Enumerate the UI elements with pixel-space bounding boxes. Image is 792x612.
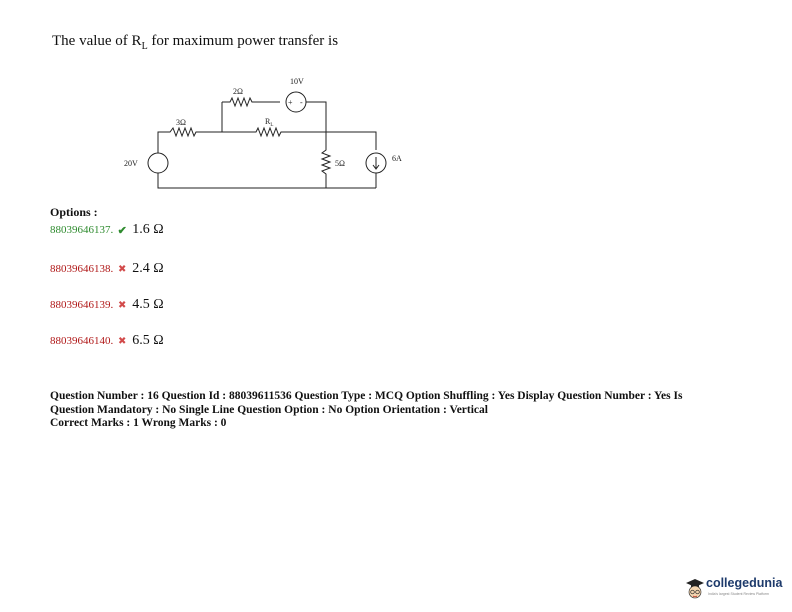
collegedunia-logo [684,574,788,604]
label-5-ohm: 5Ω [335,159,345,168]
question-subscript: L [141,41,148,52]
meta-line-3: Correct Marks : 1 Wrong Marks : 0 [50,417,227,429]
plus-sign: + [288,98,293,107]
circuit-diagram [110,70,420,200]
question-text [52,33,338,52]
logo-name: collegedunia [706,576,783,590]
option-value: 6.5 Ω [132,333,164,348]
option-4[interactable] [50,333,164,349]
label-20v: 20V [124,159,138,168]
question-meta [50,390,750,431]
label-6a: 6A [392,154,402,163]
option-id: 88039646138. [50,263,114,275]
option-1[interactable] [50,222,164,238]
question-prefix: The value of R [52,33,142,49]
meta-line-2: Question Mandatory : No Single Line Question Option : No Option Orientation : Vertical [50,403,488,416]
option-id: 88039646137. [50,224,114,236]
option-2[interactable] [50,261,164,277]
label-rl-sub: L [270,123,274,128]
option-value: 2.4 Ω [132,261,164,276]
option-3[interactable] [50,297,164,313]
label-rl-main: R [265,117,271,126]
option-id: 88039646139. [50,299,114,311]
label-rl [265,117,273,128]
option-value: 4.5 Ω [132,297,164,312]
graduate-icon [684,576,706,600]
question-suffix: for maximum power transfer is [147,33,339,49]
cross-icon: ✖ [118,263,127,275]
option-id: 88039646140. [50,335,114,347]
cross-icon: ✖ [118,299,127,311]
meta-line-1: Question Number : 16 Question Id : 88039611536 Question Type : MCQ Option Shuffling : Yes Display Question Number : Yes Is [50,390,683,402]
logo-tagline: India's largest Student Review Platform [708,592,769,596]
label-2-ohm: 2Ω [233,87,243,96]
options-label: Options : [50,205,98,219]
minus-sign: - [300,98,303,107]
label-3-ohm: 3Ω [176,118,186,127]
label-10v: 10V [290,77,304,86]
check-icon: ✔ [117,224,127,237]
option-value: 1.6 Ω [132,222,164,237]
cross-icon: ✖ [118,335,127,347]
